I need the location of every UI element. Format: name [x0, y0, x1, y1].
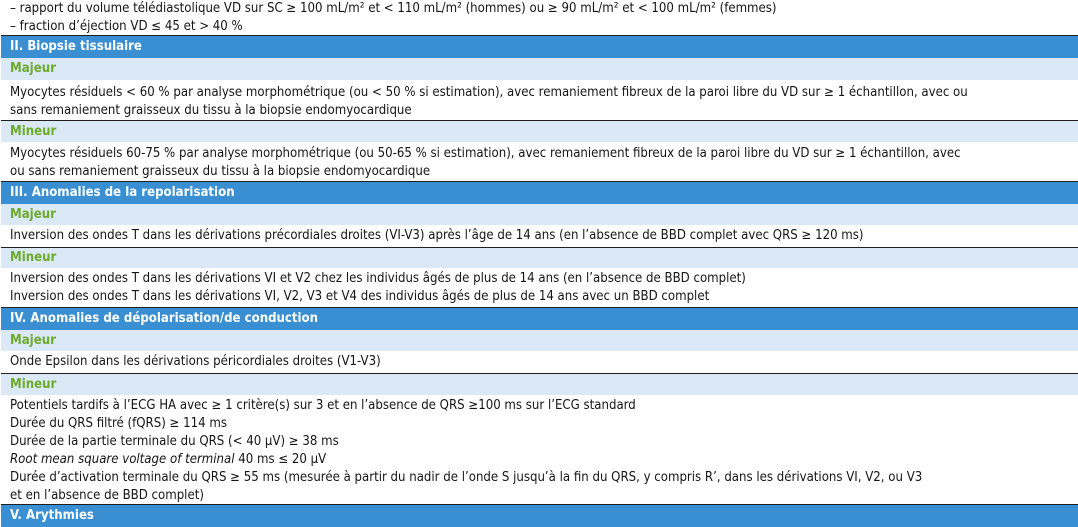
section-title: V. Arythmies [10, 508, 94, 523]
text-line: Inversion des ondes T dans les dérivations VI, V2, V3 et V4 des individus âgés de plus de 14 ans avec un BBD complet [10, 289, 710, 304]
text-line-italic [10, 451, 1078, 469]
text-row [1, 395, 1078, 505]
subheader-majeur [1, 58, 1078, 80]
subheader-mineur [1, 248, 1078, 268]
text-line: Onde Epsilon dans les dérivations péricordiales droites (V1-V3) [10, 354, 381, 369]
subheader-label: Majeur [10, 207, 56, 222]
section-header-biopsie [1, 36, 1078, 58]
text-line: – rapport du volume télédiastolique VD sur SC ≥ 100 mL/m² et < 110 mL/m² (hommes) ou ≥ 90 mL/m² et < 100 mL/m² (femmes) [10, 1, 777, 16]
section-title: IV. Anomalies de dépolarisation/de conduction [10, 311, 319, 326]
subheader-majeur [1, 204, 1078, 225]
text-line: Inversion des ondes T dans les dérivations précordiales droites (VI-V3) après l’âge de 14 ans (en l’absence de BBD complet avec QRS ≥ 120 ms) [10, 228, 864, 243]
subheader-majeur [1, 330, 1078, 351]
section-title: II. Biopsie tissulaire [10, 39, 142, 54]
text-line: ou sans remaniement graisseux du tissu à la biopsie endomyocardique [10, 164, 431, 179]
subheader-mineur [1, 121, 1078, 142]
text-row [1, 351, 1078, 374]
text-line: Myocytes résiduels < 60 % par analyse morphométrique (ou < 50 % si estimation), avec remaniement fibreux de la paroi libre du VD sur ≥ 1 échantillon, avec ou [10, 85, 968, 100]
text-row [1, 225, 1078, 248]
subheader-label: Majeur [10, 333, 56, 348]
text-line: et en l’absence de BBD complet) [10, 488, 204, 503]
text-line: sans remaniement graisseux du tissu à la biopsie endomyocardique [10, 103, 412, 118]
text-row [1, 142, 1078, 182]
section-header-depolarisation [1, 308, 1078, 330]
text-line: Durée d’activation terminale du QRS ≥ 55 ms (mesurée à partir du nadir de l’onde S jusqu’à la fin du QRS, y compris R’, dans les dérivations VI, V2, ou V3 [10, 470, 923, 485]
text-row [1, 268, 1078, 308]
text-line: Myocytes résiduels 60-75 % par analyse morphométrique (ou 50-65 % si estimation), avec remaniement fibreux de la paroi libre du VD sur ≥ 1 échantillon, avec [10, 146, 961, 161]
subheader-label: Mineur [10, 124, 57, 139]
text-line: Potentiels tardifs à l’ECG HA avec ≥ 1 critère(s) sur 3 et en l’absence de QRS ≥100 ms sur l’ECG standard [10, 398, 636, 413]
italic-term: Root mean square voltage of terminal [10, 452, 235, 467]
subheader-label: Majeur [10, 61, 56, 76]
text-line: Durée de la partie terminale du QRS (< 40 µV) ≥ 38 ms [10, 434, 339, 449]
text-line: – fraction d’éjection VD ≤ 45 et > 40 % [10, 19, 243, 34]
section-title: III. Anomalies de la repolarisation [10, 185, 235, 200]
subheader-label: Mineur [10, 377, 57, 392]
text-line: Inversion des ondes T dans les dérivations VI et V2 chez les individus âgés de plus de 14 ans (en l’absence de BBD complet) [10, 271, 746, 286]
italic-line-rest: 40 ms ≤ 20 µV [234, 452, 327, 467]
section-header-arythmies [1, 505, 1078, 527]
subheader-label: Mineur [10, 250, 57, 265]
text-line: Durée du QRS filtré (fQRS) ≥ 114 ms [10, 416, 228, 431]
section-header-repolarisation [1, 182, 1078, 204]
text-row [1, 80, 1078, 121]
text-row-top [1, 0, 1078, 36]
subheader-mineur [1, 374, 1078, 395]
